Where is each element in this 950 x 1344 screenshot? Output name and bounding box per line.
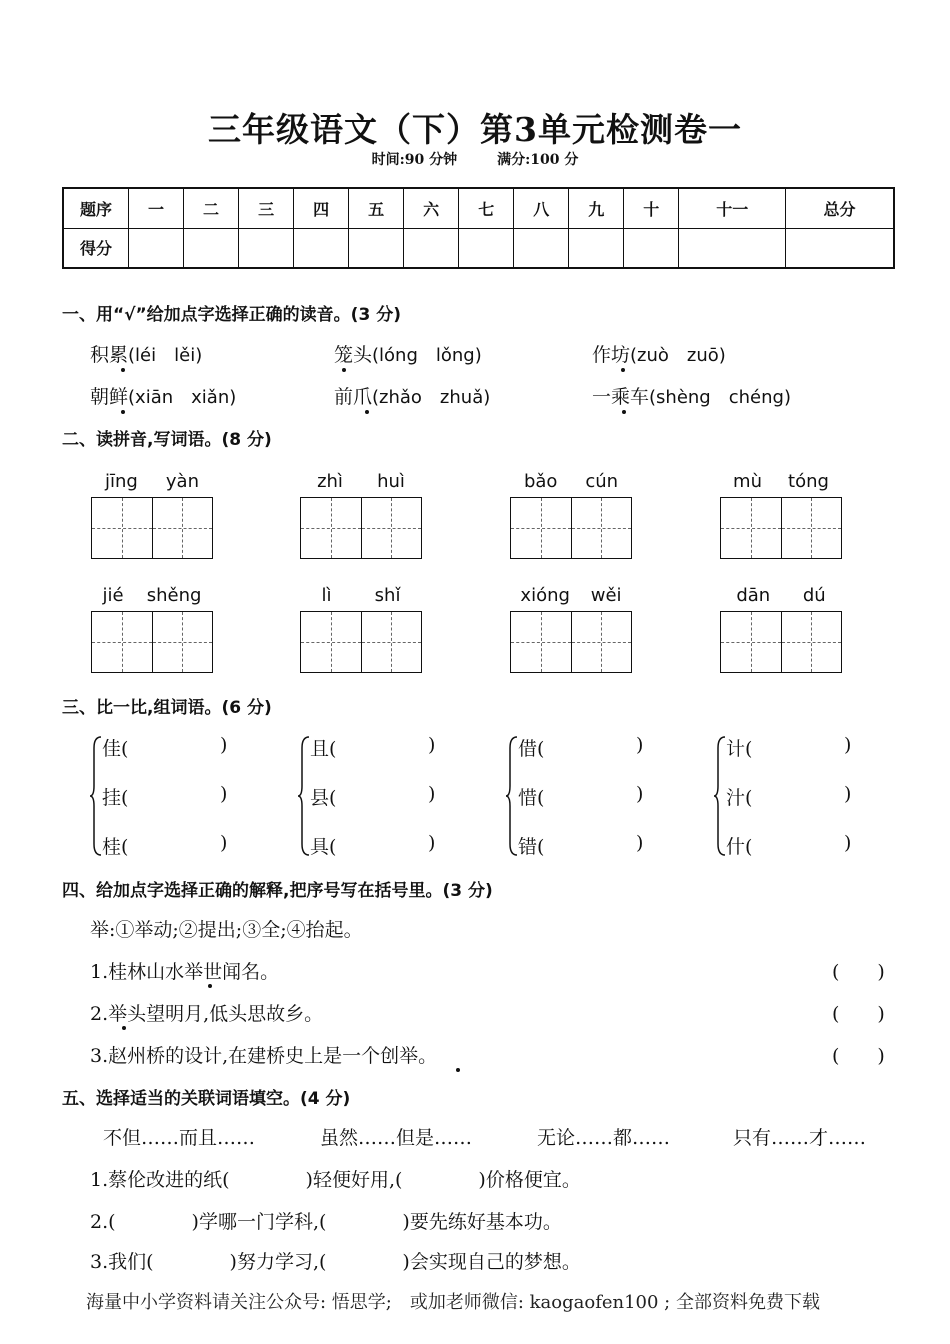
emphasis-dot (122, 1026, 126, 1030)
emphasis-dot (208, 984, 212, 988)
answer-paren[interactable]: ( ) (832, 1045, 885, 1067)
compare-char: 佳( (102, 738, 129, 760)
writing-grid[interactable] (300, 611, 422, 673)
compare-char: 借( (518, 738, 545, 760)
section-5-heading: 五、选择适当的关联词语填空。(4 分) (62, 1089, 351, 1109)
writing-grid[interactable] (720, 611, 842, 673)
sec4-question: 1.桂林山水举世闻名。 (90, 961, 280, 983)
score-input-cell[interactable] (679, 228, 786, 268)
brace-icon (298, 736, 310, 856)
compare-char: 什( (726, 836, 753, 858)
score-cell: 得分 (63, 228, 129, 268)
score-input-cell[interactable] (786, 228, 894, 268)
score-table-header-row (63, 188, 894, 228)
compare-char: 桂( (102, 836, 129, 858)
compare-char: 惜( (518, 787, 545, 809)
close-paren: ) (220, 783, 228, 805)
sec4-question: 2.举头望明月,低头思故乡。 (90, 1003, 324, 1025)
sec4-question: 3.赵州桥的设计,在建桥史上是一个创举。 (90, 1045, 438, 1067)
emphasis-dot (456, 1068, 460, 1072)
page-title: 三年级语文（下）第3单元检测卷一 (208, 110, 742, 149)
writing-grid[interactable] (91, 611, 213, 673)
score-cell: 题序 (63, 188, 129, 228)
emphasis-dot (622, 410, 626, 414)
writing-grid[interactable] (300, 497, 422, 559)
brace-icon (714, 736, 726, 856)
close-paren: ) (636, 783, 644, 805)
compare-group (298, 734, 458, 864)
emphasis-dot (621, 368, 625, 372)
answer-paren[interactable]: ( ) (832, 961, 885, 983)
close-paren: ) (428, 783, 436, 805)
brace-icon (90, 736, 102, 856)
conjunction-option: 无论……都…… (537, 1127, 671, 1149)
fill-blank-question[interactable]: 3.我们( )努力学习,( )会实现自己的梦想。 (90, 1251, 581, 1273)
conjunction-option: 不但……而且…… (103, 1127, 256, 1149)
compare-group (90, 734, 250, 864)
close-paren: ) (220, 734, 228, 756)
score-cell: 二 (184, 188, 239, 228)
answer-paren[interactable]: ( ) (832, 1003, 885, 1025)
close-paren: ) (844, 783, 852, 805)
section-2-heading: 二、读拼音,写词语。(8 分) (62, 430, 272, 450)
score-input-cell[interactable] (569, 228, 624, 268)
pinyin-label: jīng yàn (105, 471, 199, 492)
score-cell: 五 (349, 188, 404, 228)
definition-line: 举:①举动;②提出;③全;④抬起。 (90, 919, 363, 941)
compare-char: 错( (518, 836, 545, 858)
score-cell: 十 (624, 188, 679, 228)
score-cell: 九 (569, 188, 624, 228)
score-input-cell[interactable] (129, 228, 184, 268)
pinyin-label: dān dú (736, 585, 826, 606)
score-input-cell[interactable] (184, 228, 239, 268)
compare-group (714, 734, 874, 864)
close-paren: ) (220, 832, 228, 854)
writing-grid[interactable] (720, 497, 842, 559)
compare-char: 挂( (102, 787, 129, 809)
exam-time: 时间:90 分钟 (371, 152, 458, 168)
compare-char: 具( (310, 836, 337, 858)
pinyin-label: zhì huì (317, 471, 405, 492)
score-input-cell[interactable] (349, 228, 404, 268)
pinyin-label: bǎo cún (523, 471, 619, 492)
compare-group (506, 734, 666, 864)
score-cell: 十一 (679, 188, 786, 228)
pinyin-label: xióng wěi (520, 585, 622, 606)
compare-char: 且( (310, 738, 337, 760)
sec1-item: 一乘车(shèng chéng) (592, 386, 791, 408)
score-cell: 三 (239, 188, 294, 228)
close-paren: ) (844, 734, 852, 756)
compare-char: 汁( (726, 787, 753, 809)
exam-info (0, 149, 950, 169)
close-paren: ) (844, 832, 852, 854)
score-table-score-row (63, 228, 894, 268)
footer-note: 海量中小学资料请关注公众号: 悟思学; 或加老师微信: kaogaofen100 ; 全部资料免费下载 (86, 1292, 820, 1313)
pinyin-label: mù tóng (733, 471, 829, 492)
section-3-heading: 三、比一比,组词语。(6 分) (62, 698, 272, 718)
section-1-heading: 一、用“√”给加点字选择正确的读音。(3 分) (62, 305, 401, 325)
conjunction-option: 虽然……但是…… (320, 1127, 473, 1149)
sec1-item: 笼头(lóng lǒng) (334, 344, 482, 366)
writing-grid[interactable] (510, 611, 632, 673)
emphasis-dot (121, 410, 125, 414)
score-input-cell[interactable] (459, 228, 514, 268)
score-cell: 总分 (786, 188, 894, 228)
compare-char: 县( (310, 787, 337, 809)
score-input-cell[interactable] (514, 228, 569, 268)
pinyin-label: jié shěng (102, 585, 202, 606)
score-cell: 一 (129, 188, 184, 228)
writing-grid[interactable] (510, 497, 632, 559)
emphasis-dot (342, 368, 346, 372)
score-cell: 六 (404, 188, 459, 228)
sec1-item: 积累(léi lěi) (90, 344, 203, 366)
score-input-cell[interactable] (624, 228, 679, 268)
section-4-heading: 四、给加点字选择正确的解释,把序号写在括号里。(3 分) (62, 881, 493, 901)
score-cell: 七 (459, 188, 514, 228)
writing-grid[interactable] (91, 497, 213, 559)
brace-icon (506, 736, 518, 856)
close-paren: ) (636, 734, 644, 756)
emphasis-dot (365, 410, 369, 414)
sec1-item: 前爪(zhǎo zhuǎ) (334, 386, 491, 408)
score-cell: 四 (294, 188, 349, 228)
close-paren: ) (428, 832, 436, 854)
close-paren: ) (428, 734, 436, 756)
fill-blank-question[interactable]: 1.蔡伦改进的纸( )轻便好用,( )价格便宜。 (90, 1169, 581, 1191)
pinyin-label: lì shǐ (321, 585, 401, 606)
compare-char: 计( (726, 738, 753, 760)
score-input-cell[interactable] (404, 228, 459, 268)
close-paren: ) (636, 832, 644, 854)
emphasis-dot (121, 368, 125, 372)
score-input-cell[interactable] (239, 228, 294, 268)
conjunction-option: 只有……才…… (733, 1127, 867, 1149)
exam-full-score: 满分:100 分 (497, 152, 579, 168)
score-table (62, 187, 895, 269)
score-input-cell[interactable] (294, 228, 349, 268)
sec1-item: 朝鲜(xiān xiǎn) (90, 386, 237, 408)
score-cell: 八 (514, 188, 569, 228)
sec1-item: 作坊(zuò zuō) (592, 344, 726, 366)
fill-blank-question[interactable]: 2.( )学哪一门学科,( )要先练好基本功。 (90, 1211, 562, 1233)
